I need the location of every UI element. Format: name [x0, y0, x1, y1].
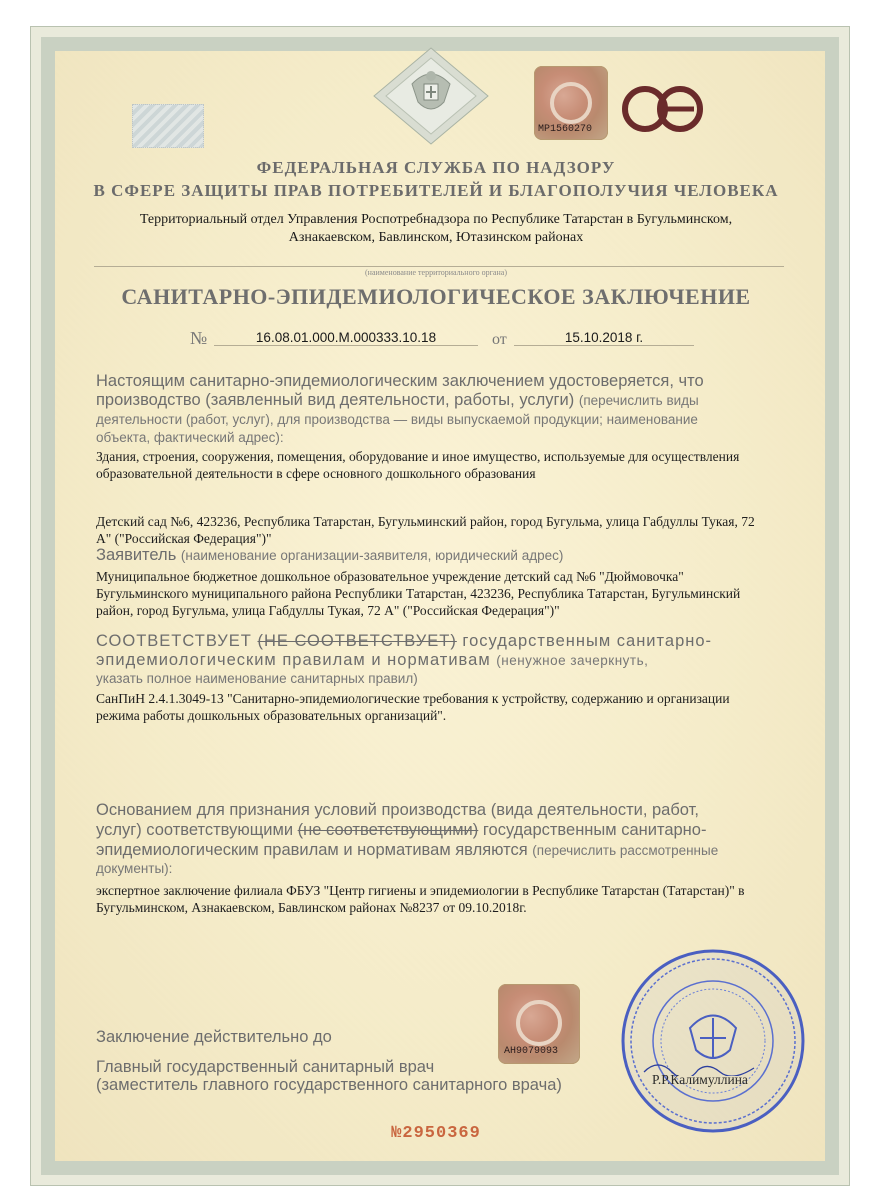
signature — [640, 1060, 760, 1076]
document-date: 15.10.2018 г. — [514, 330, 694, 346]
signer-line-1: Главный государственный санитарный врач — [96, 1058, 435, 1076]
date-label: от — [492, 331, 507, 348]
territorial-caption: (наименование территориального органа) — [365, 268, 507, 277]
address-line-2: А" ("Российская Федерация")" — [96, 531, 272, 546]
rules-line-1: СанПиН 2.4.1.3049-13 "Санитарно-эпидемиологические требования к устройству, содержанию и организации — [96, 691, 730, 706]
se-mark-icon — [620, 84, 710, 134]
agency-line-2: В СФЕРЕ ЗАЩИТЫ ПРАВ ПОТРЕБИТЕЛЕЙ И БЛАГОПОЛУЧИЯ ЧЕЛОВЕКА — [93, 181, 779, 200]
certify-line-2-main: производство (заявленный вид деятельности, работы, услуги) — [96, 391, 575, 409]
applicant-line-1: Муниципальное бюджетное дошкольное образовательное учреждение детский сад №6 "Дюймовочка" — [96, 569, 684, 584]
objects-line-1: Здания, строения, сооружения, помещения, оборудование и иное имущество, используемые для осуществления — [96, 449, 740, 464]
official-stamp — [620, 948, 806, 1134]
conformity-rest: государственным санитарно- — [462, 632, 713, 650]
rules-line-2: режима работы дошкольных образовательных организаций". — [96, 708, 447, 723]
form-number: №2950369 — [391, 1124, 481, 1143]
objects-line-2: образовательной деятельности в сфере основного дошкольного образования — [96, 466, 536, 481]
conformity-word: СООТВЕТСТВУЕТ — [96, 632, 252, 650]
basis-line-3-note: (перечислить рассмотренные — [532, 843, 719, 858]
hologram-sticker-top — [534, 66, 608, 140]
applicant-line-2: Бугульминского муниципального района Республики Татарстан, 423236, Республика Татарстан, Бугульминский — [96, 586, 741, 601]
applicant-line-3: район, город Бугульма, улица Габдуллы Тукая, 72 А" ("Российская Федерация")" — [96, 603, 560, 618]
conformity-line-2 — [96, 651, 648, 670]
basis-line-2-struck: (не соответствующими) — [297, 821, 479, 839]
state-emblem-icon — [372, 46, 490, 146]
certify-line-3: деятельности (работ, услуг), для производства — виды выпускаемой продукции; наименование — [96, 412, 698, 427]
conformity-note-1: (ненужное зачеркнуть, — [496, 653, 649, 668]
hologram-code-bottom: АН9079093 — [504, 1046, 559, 1057]
number-label: № — [190, 328, 208, 348]
basis-line-2 — [96, 821, 706, 840]
conformity-line-1 — [96, 632, 712, 651]
basis-line-2-a: услуг) соответствующими — [96, 821, 294, 839]
basis-doc-line-1: экспертное заключение филиала ФБУЗ "Центр гигиены и эпидемиологии в Республике Татарстан (Татарстан)" в — [96, 883, 745, 898]
territorial-line-2: Азнакаевском, Бавлинском, Ютазинском районах — [288, 230, 584, 245]
signer-name: Р.Р.Калимуллина — [652, 1072, 748, 1087]
applicant-label: Заявитель — [96, 546, 177, 564]
applicant-heading — [96, 546, 563, 565]
conformity-line-2-main: эпидемиологическим правилам и нормативам — [96, 651, 491, 669]
conformity-note-2: указать полное наименование санитарных правил) — [96, 671, 418, 686]
basis-line-2-b: государственным санитарно- — [482, 821, 707, 839]
hologram-code: МР1560270 — [538, 124, 593, 135]
certify-line-1: Настоящим санитарно-эпидемиологическим заключением удостоверяется, что — [96, 372, 704, 390]
valid-until-label: Заключение действительно до — [96, 1028, 332, 1046]
basis-line-1: Основанием для признания условий производства (вида деятельности, работ, — [96, 801, 699, 819]
hologram-sticker-bottom — [498, 984, 580, 1064]
territorial-line-1: Территориальный отдел Управления Роспотребнадзора по Республике Татарстан в Бугульминском, — [139, 212, 733, 227]
applicant-note: (наименование организации-заявителя, юридический адрес) — [180, 548, 564, 563]
document-number: 16.08.01.000.М.000333.10.18 — [214, 330, 478, 346]
divider — [94, 266, 784, 267]
certify-line-2 — [96, 391, 699, 410]
certify-line-4: объекта, фактический адрес): — [96, 430, 284, 445]
address-line-1: Детский сад №6, 423236, Республика Татарстан, Бугульминский район, город Бугульма, улица Габдуллы Тукая, 72 — [96, 514, 755, 529]
document-title: САНИТАРНО-ЭПИДЕМИОЛОГИЧЕСКОЕ ЗАКЛЮЧЕНИЕ — [121, 284, 751, 309]
basis-line-3-a: эпидемиологическим правилам и нормативам являются — [96, 841, 528, 859]
basis-doc-line-2: Бугульминском, Азнакаевском, Бавлинском районах №8237 от 09.10.2018г. — [96, 900, 527, 915]
certify-line-2-note: (перечислить виды — [578, 393, 699, 408]
conformity-struck: (НЕ СООТВЕТСТВУЕТ) — [257, 632, 457, 650]
signer-line-2: (заместитель главного государственного санитарного врача) — [96, 1076, 562, 1094]
hologram-pattern — [132, 104, 204, 148]
agency-line-1: ФЕДЕРАЛЬНАЯ СЛУЖБА ПО НАДЗОРУ — [256, 158, 616, 177]
basis-line-3 — [96, 841, 718, 860]
basis-line-4: документы): — [96, 861, 173, 876]
